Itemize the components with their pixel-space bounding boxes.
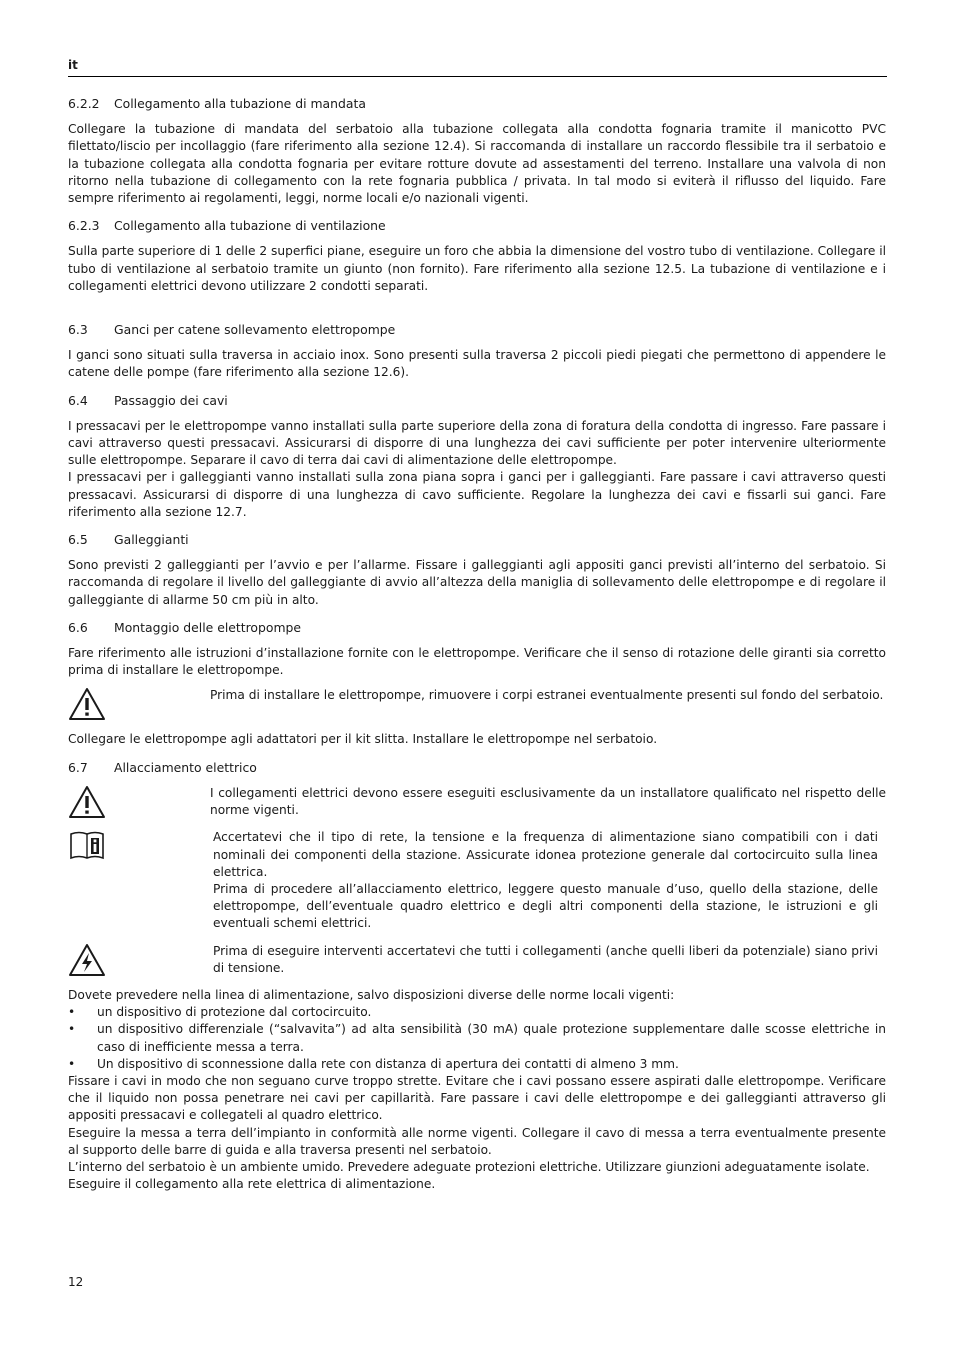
manual-paragraph-1: Accertatevi che il tipo di rete, la tensione e la frequenza di alimentazione siano compatibili con i dati nominali dei componenti della stazione. Assicurate idonea protezione generale dal cortocircuito sulla linea elettrica. <box>213 830 878 879</box>
page-number: 12 <box>68 1275 84 1289</box>
list-item <box>68 1021 886 1055</box>
section-heading <box>68 95 886 112</box>
bullet: • <box>68 1022 76 1037</box>
section-title: Collegamento alla tubazione di ventilazione <box>114 218 386 234</box>
manual-text <box>210 829 886 932</box>
warning-text: I collegamenti elettrici devono essere eseguiti esclusivamente da un installatore qualificato nel rispetto delle norme vigenti. <box>210 785 886 818</box>
section-heading <box>68 619 886 636</box>
language-header: it <box>68 58 78 72</box>
paragraph: Collegare la tubazione di mandata del serbatoio alla tubazione collegata alla condotta fognaria tramite il manicotto PVC filettato/liscio per incollaggio (fare riferimento alla sezione 12.4). Si raccomanda di installare un raccordo flessibile tra il serbatoio e la tubazione collegata alla condotta fognaria per evitare rotture dovute ad assestamenti del terreno. Installare una valvola di non ritorno nella tubazione di collegamento con la rete fognaria pubblica / privata. In tal modo si eviterà il riflusso del liquido. Fare sempre riferimento ai regolamenti, leggi, norme locali e/o nazionali vigenti. <box>68 122 886 206</box>
section-title: Collegamento alla tubazione di mandata <box>114 96 366 111</box>
section-6-4 <box>68 392 886 521</box>
section-heading <box>68 217 886 234</box>
manual-notice <box>68 829 886 932</box>
section-number: 6.7 <box>68 759 88 775</box>
section-title: Montaggio delle elettropompe <box>114 619 302 635</box>
section-title: Allacciamento elettrico <box>114 759 257 775</box>
bullet-list <box>68 1004 886 1073</box>
section-number: 6.5 <box>68 532 88 548</box>
section-number: 6.2.2 <box>68 96 100 111</box>
section-6-5 <box>68 531 886 609</box>
section-6-2-2 <box>68 95 886 207</box>
list-item-text: Un dispositivo di sconnessione dalla rete con distanza di apertura dei contatti di almeno 3 mm. <box>97 1056 679 1071</box>
paragraph: I pressacavi per i galleggianti vanno installati sulla zona piana sopra i ganci per i galleggianti. Fare passare i cavi attraverso questi pressacavi. Assicurarsi di disporre di una lunghezza di cavo sufficiente. Regolare la lunghezza dei cavi e fissarli sui ganci. Fare riferimento alla sezione 12.7. <box>68 470 886 519</box>
section-number: 6.3 <box>68 322 88 338</box>
paragraph: Eseguire il collegamento alla rete elettrica di alimentazione. <box>68 1177 436 1192</box>
section-heading <box>68 321 886 338</box>
bullet: • <box>68 1005 76 1020</box>
section-6-2-3 <box>68 217 886 295</box>
warning-notice <box>68 785 886 819</box>
paragraph: Collegare le elettropompe agli adattatori per il kit slitta. Installare le elettropompe nel serbatoio. <box>68 732 658 747</box>
electric-text: Prima di eseguire interventi accertatevi che tutti i collegamenti (anche quelli liberi da potenziale) siano privi di tensione. <box>213 943 878 975</box>
paragraph: I pressacavi per le elettropompe vanno installati sulla parte superiore della zona di foratura della condotta di ingresso. Fare passare i cavi attraverso questi pressacavi. Assicurarsi di disporre di una lunghezza dei cavi sufficiente per poter intervenire ulteriormente sulle elettropompe. Separare il cavo di terra dai cavi di alimentazione delle elettropompe. <box>68 418 886 468</box>
paragraph: Dovete prevedere nella linea di alimentazione, salvo disposizioni diverse delle norme locali vigenti: <box>68 987 675 1002</box>
list-item <box>68 1004 886 1021</box>
list-item-text: un dispositivo di protezione dal cortocircuito. <box>97 1005 372 1020</box>
section-heading <box>68 759 886 776</box>
bullet: • <box>68 1056 76 1071</box>
electric-hazard-icon <box>68 943 210 977</box>
section-title: Passaggio dei cavi <box>114 392 228 408</box>
section-number: 6.4 <box>68 392 88 408</box>
paragraph: Fissare i cavi in modo che non seguano curve troppo strette. Evitare che i cavi possano essere aspirati dalle elettropompe. Verificare che il liquido non possa penetrare nei cavi per capillarità. Fare passare i cavi delle elettropompe e dei galleggianti attraverso gli appositi pressacavi e collegateli al quadro elettrico. <box>68 1073 886 1123</box>
warning-triangle-icon <box>68 687 210 721</box>
section-title: Galleggianti <box>114 532 189 548</box>
section-heading <box>68 531 886 548</box>
section-heading <box>68 392 886 409</box>
section-number: 6.2.3 <box>68 218 100 234</box>
section-6-7 <box>68 759 886 1194</box>
warning-triangle-icon <box>68 785 210 819</box>
paragraph: Fare riferimento alle istruzioni d’installazione fornite con le elettropompe. Verificare che il senso di rotazione delle giranti sia corretto prima di installare le elettropompe. <box>68 646 886 678</box>
paragraph: Sulla parte superiore di 1 delle 2 superfici piane, eseguire un foro che abbia la dimensione del vostro tubo di ventilazione. Collegare il tubo di ventilazione al serbatoio tramite un giunto (non fornito). Fare riferimento alla sezione 12.5. La tubazione di ventilazione e i collegamenti elettrici devono utilizzare 2 condotti separati. <box>68 244 886 293</box>
page-content <box>68 95 886 1203</box>
read-manual-icon <box>68 829 210 863</box>
header-rule <box>68 76 887 77</box>
paragraph: Sono previsti 2 galleggianti per l’avvio e per l’allarme. Fissare i galleggianti agli appositi ganci previsti all’interno del serbatoio. Si raccomanda di regolare il livello del galleggiante di avvio all’altezza della maniglia di sollevamento delle elettropompe e di regolare il galleggiante di allarme 50 cm più in alto. <box>68 558 886 607</box>
warning-notice <box>68 687 886 721</box>
paragraph: L’interno del serbatoio è un ambiente umido. Prevedere adeguate protezioni elettriche. Utilizzare giunzioni adeguatamente isolate. <box>68 1159 870 1174</box>
paragraph: I ganci sono situati sulla traversa in acciaio inox. Sono presenti sulla traversa 2 piccoli piedi piegati che permettono di appendere le catene delle pompe (fare riferimento alla sezione 12.6). <box>68 348 886 380</box>
section-6-3 <box>68 321 886 382</box>
section-number: 6.6 <box>68 619 88 635</box>
manual-paragraph-2: Prima di procedere all’allacciamento elettrico, leggere questo manuale d’uso, quello della stazione, delle elettropompe, dell’eventuale quadro elettrico e degli altri componenti della stazione, le istruzioni e gli eventuali schemi elettrici. <box>213 881 878 931</box>
list-item <box>68 1056 886 1073</box>
list-item-text: un dispositivo differenziale (“salvavita”) ad alta sensibilità (30 mA) quale protezione supplementare dalle scosse elettriche in caso di inefficiente messa a terra. <box>97 1022 886 1054</box>
section-title: Ganci per catene sollevamento elettropompe <box>114 322 396 338</box>
electric-notice <box>68 943 886 977</box>
warning-text: Prima di installare le elettropompe, rimuovere i corpi estranei eventualmente presenti sul fondo del serbatoio. <box>210 688 884 703</box>
section-6-6 <box>68 619 886 749</box>
paragraph: Eseguire la messa a terra dell’impianto in conformità alle norme vigenti. Collegare il cavo di messa a terra eventualmente presente al supporto delle barre di guida e alla traversa presenti nel serbatoio. <box>68 1125 886 1157</box>
